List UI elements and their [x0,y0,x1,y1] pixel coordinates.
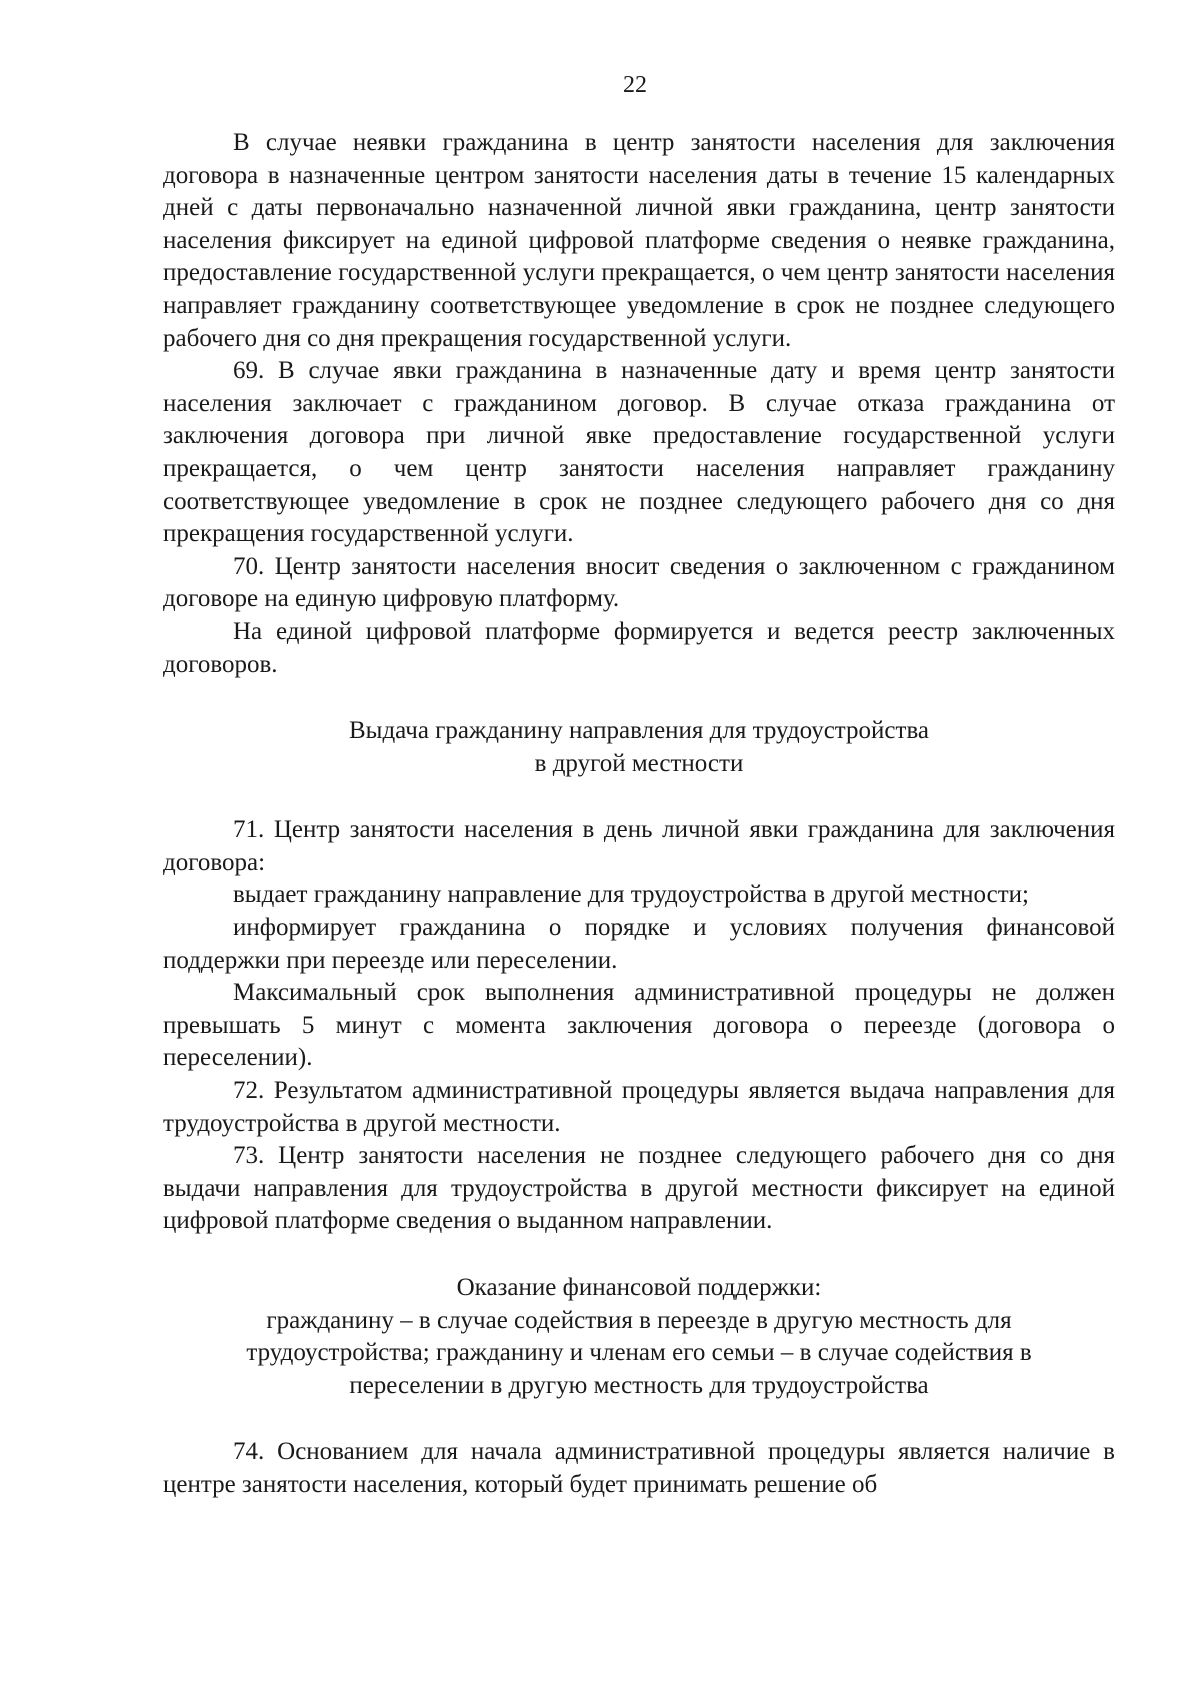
section-heading-line: переселении в другую местность для трудоустройства [349,1371,929,1399]
page-number: 22 [623,72,647,98]
paragraph-registry: На единой цифровой платформе формируется и ведется реестр заключенных договоров. [163,617,1115,678]
paragraph-73: 73. Центр занятости населения не позднее следующего рабочего дня со дня выдачи направления для трудоустройства в другой местности фиксирует на единой цифровой платформе сведения о выданном направлении. [163,1142,1115,1235]
paragraph-nonappearance: В случае неявки гражданина в центр занятости населения для заключения договора в назначенные центром занятости населения даты в течение 15 календарных дней с даты первоначально назначенной личной явки гражданина, центр занятости населения фиксирует на единой цифровой платформе сведения о неявке гражданина, предоставление государственной услуги прекращается, о чем центр занятости населения направляет гражданину соответствующее уведомление в срок не позднее следующего рабочего дня со дня прекращения государственной услуги. [163,129,1115,352]
document-body [163,127,1115,1502]
section-heading-line: Оказание финансовой поддержки: [456,1274,822,1301]
paragraph-issues-referral: выдает гражданину направление для трудоустройства в другой местности; [233,881,1029,909]
section-heading-line: Выдача гражданину направления для трудоустройства [348,717,930,745]
section-heading-financial-support [143,1272,1135,1402]
paragraph-informs: информирует гражданина о порядке и условиях получения финансовой поддержки при переезде или переселении. [163,914,1115,974]
section-heading-line: трудоустройства; гражданину и членам его семьи – в случае содействия в [246,1339,1032,1367]
paragraph-max-term: Максимальный срок выполнения административной процедуры не должен превышать 5 минут с момента заключения договора о переезде (договора о переселении). [163,979,1115,1072]
section-heading-line: в другой местности [534,749,744,777]
section-heading-line: гражданину – в случае содействия в переезде в другую местность для [266,1306,1012,1334]
paragraph-72: 72. Результатом административной процедуры является выдача направления для трудоустройства в другой местности. [163,1077,1115,1137]
paragraph-71: 71. Центр занятости населения в день личной явки гражданина для заключения договора: [163,816,1115,876]
paragraph-74: 74. Основанием для начала административной процедуры является наличие в центре занятости населения, который будет принимать решение об [163,1438,1115,1498]
paragraph-69: 69. В случае явки гражданина в назначенные дату и время центр занятости населения заключает с гражданином договор. В случае отказа гражданина от заключения договора при личной явке предоставление государственной услуги прекращается, о чем центр занятости населения направляет гражданину соответствующее уведомление в срок не позднее следующего рабочего дня со дня прекращения государственной услуги. [163,357,1115,548]
section-heading-referral [163,715,1115,780]
paragraph-70: 70. Центр занятости населения вносит сведения о заключенном с гражданином договоре на единую цифровую платформу. [163,552,1115,613]
